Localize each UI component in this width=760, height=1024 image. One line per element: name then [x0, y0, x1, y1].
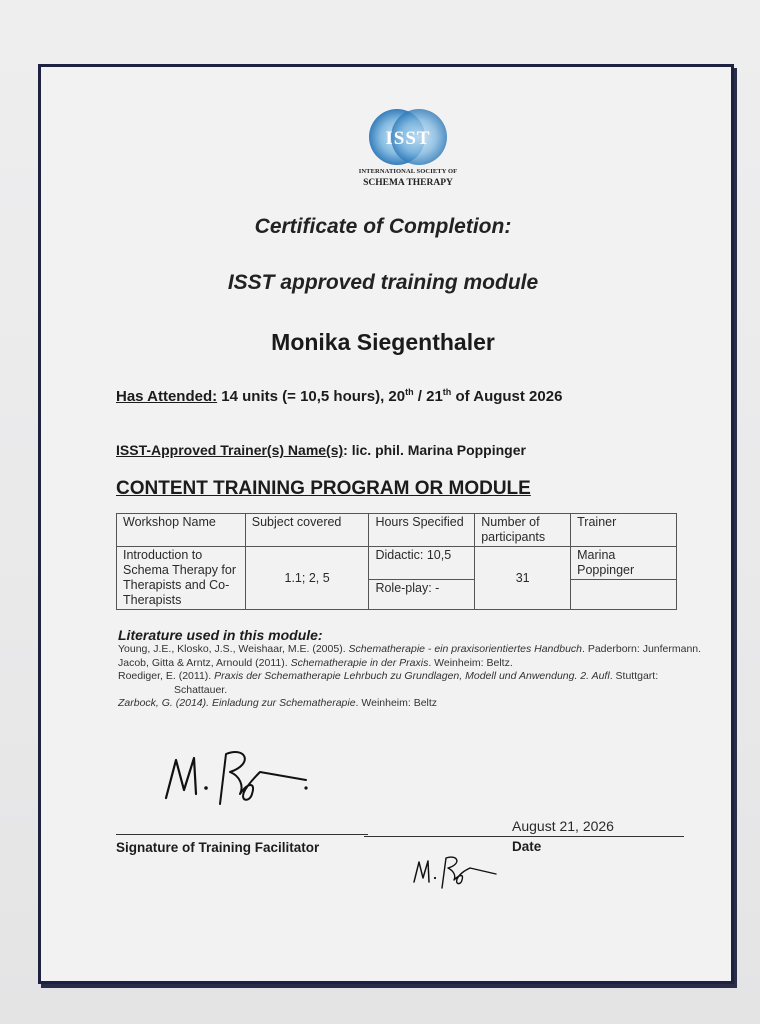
lit-publisher: . Paderborn: Junfermann.	[582, 643, 702, 655]
certificate-subtitle: ISST approved training module	[227, 271, 539, 294]
literature-entry	[118, 697, 708, 711]
literature-title: Literature used in this module:	[118, 627, 323, 643]
cell-subject: 1.1; 2, 5	[245, 547, 369, 610]
date-value: August 21, 2026	[512, 818, 614, 834]
certificate-title: Certificate of Completion:	[254, 215, 512, 238]
literature-entry	[118, 670, 708, 697]
logo-initials: ISST	[385, 128, 431, 149]
attended-text-1: 14 units (= 10,5 hours), 20	[217, 388, 406, 405]
lit-authors: Jacob, Gitta & Arntz, Arnould (2011).	[118, 656, 291, 669]
lit-title: Schematherapie in der Praxis	[290, 656, 429, 669]
date-line	[364, 836, 684, 837]
attended-line	[116, 387, 562, 405]
attended-sup-1: th	[405, 387, 414, 397]
isst-logo	[345, 106, 471, 192]
cell-roleplay: Role-play: -	[369, 580, 475, 610]
cell-workshop: Introduction to Schema Therapy for Therapists and Co-Therapists	[117, 547, 246, 610]
header-trainer: Trainer	[571, 514, 677, 547]
cell-trainer-empty	[571, 580, 677, 610]
trainer-label: ISST-Approved Trainer(s) Name(s)	[116, 442, 344, 458]
table-row	[117, 547, 677, 580]
attended-sup-2: th	[442, 387, 452, 397]
header-participants: Number of participants	[475, 514, 571, 547]
cell-didactic: Didactic: 10,5	[369, 547, 475, 580]
header-hours: Hours Specified	[369, 514, 475, 547]
lit-title: Praxis der Schematherapie Lehrbuch zu Grundlagen, Modell und Anwendung. 2. Aufl	[214, 670, 610, 682]
signature-line	[116, 834, 368, 835]
attended-text-3: of August 2026	[451, 388, 563, 405]
lit-authors: Young, J.E., Klosko, J.S., Weishaar, M.E. (2005).	[118, 643, 349, 655]
cell-trainer: Marina Poppinger	[571, 547, 677, 580]
lit-publisher: . Stuttgart: Schattauer.	[174, 670, 659, 696]
second-signature	[410, 852, 502, 892]
trainer-value: : lic. phil. Marina Poppinger	[343, 442, 526, 458]
lit-publisher: . Weinheim: Beltz.	[428, 656, 513, 669]
table-header-row	[117, 514, 677, 547]
facilitator-signature	[160, 742, 320, 812]
date-label: Date	[512, 839, 542, 854]
literature-entry	[118, 657, 708, 671]
program-heading: CONTENT TRAINING PROGRAM OR MODULE	[116, 478, 531, 499]
lit-title: Zarbock, G. (2014). Einladung zur Schematherapie	[118, 697, 356, 709]
recipient-name: Monika Siegenthaler	[271, 329, 495, 355]
trainer-line	[116, 442, 526, 458]
logo-line1: INTERNATIONAL SOCIETY OF	[358, 168, 458, 175]
lit-title: Schematherapie - ein praxisorientiertes Handbuch	[348, 643, 582, 655]
signature-label: Signature of Training Facilitator	[116, 840, 320, 855]
lit-publisher: . Weinheim: Beltz	[355, 697, 438, 709]
header-subject: Subject covered	[245, 514, 369, 547]
literature-entry	[118, 643, 708, 657]
literature-list	[118, 643, 708, 711]
program-table	[116, 513, 677, 610]
logo-line2: SCHEMA THERAPY	[363, 178, 453, 188]
lit-authors: Roediger, E. (2011).	[118, 670, 215, 682]
header-workshop: Workshop Name	[117, 514, 246, 547]
attended-label: Has Attended:	[116, 388, 218, 405]
attended-text-2: / 21	[413, 388, 443, 405]
cell-participants: 31	[475, 547, 571, 610]
